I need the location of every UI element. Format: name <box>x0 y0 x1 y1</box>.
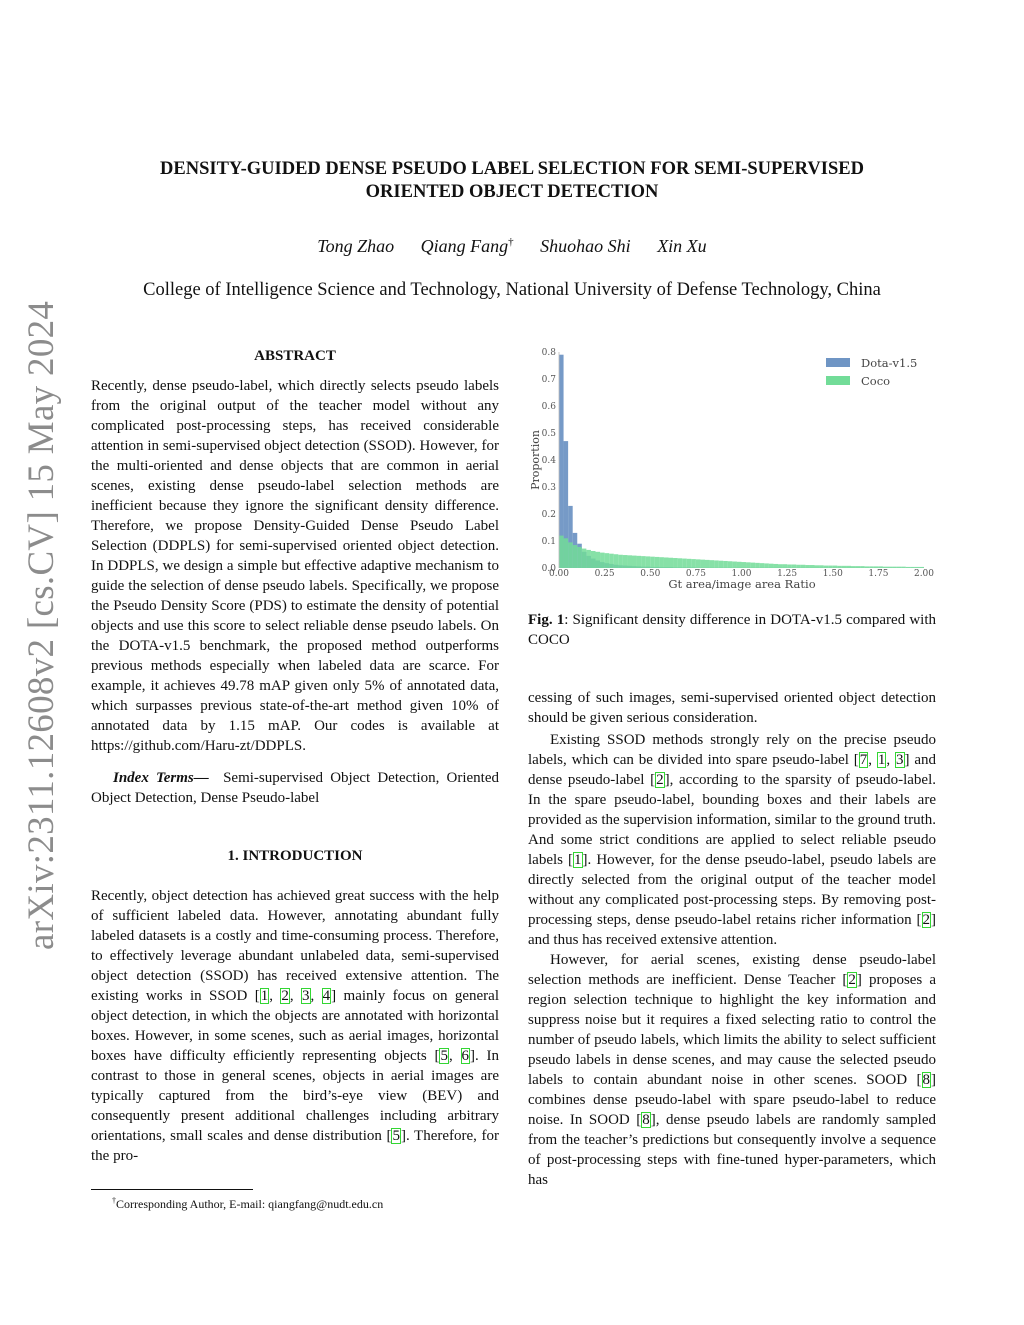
bar-coco <box>910 567 915 568</box>
legend-label-coco: Coco <box>861 374 891 388</box>
x-tick-label: 0.75 <box>685 569 706 579</box>
figure-1-caption <box>528 610 936 650</box>
x-tick-label: 0.00 <box>548 569 570 579</box>
y-axis-label: Proportion <box>529 430 542 490</box>
bar-coco <box>810 565 815 568</box>
bar-coco <box>632 556 637 568</box>
bar-coco <box>755 563 760 568</box>
citation-link[interactable]: 2 <box>656 772 664 788</box>
text-run: ] mainly focus on general object detection, in which the objects are annotated with horizontal boxes. However, in some scenes, such as aerial images, horizontal boxes have difficulty efficiently representing objects [ <box>91 988 499 1064</box>
footnote-rule <box>91 1189 253 1190</box>
citation-link[interactable]: 2 <box>922 912 930 928</box>
bar-coco <box>746 562 751 568</box>
paper-title <box>80 158 944 204</box>
text-run: ]. However, for the dense pseudo-label, pseudo labels are directly selected from the original output of the teacher model without any complicated post-processing steps. By removing post-processing steps, dense pseudo-label retains richer information [ <box>528 852 936 928</box>
bar-coco <box>623 555 628 568</box>
bar-coco <box>869 566 874 568</box>
citation-link[interactable]: 1 <box>260 988 269 1004</box>
author-name-corresponding <box>421 236 514 256</box>
bar-coco <box>742 562 747 568</box>
author-name: Qiang Fang <box>420 236 509 256</box>
bar-coco <box>751 563 756 568</box>
bar-coco <box>769 564 774 568</box>
bar-coco <box>618 555 623 568</box>
bar-coco <box>842 566 847 568</box>
y-tick-label: 0.3 <box>541 483 556 493</box>
bar-coco <box>828 566 833 568</box>
citation-link[interactable]: 3 <box>302 988 310 1004</box>
text-run: ], according to the sparsity of pseudo-label. In the spare pseudo-label, bounding boxes and their labels are provided as the supervision information, similar to the ground truth. And some strict conditions are applied to select reliable pseudo labels [ <box>528 772 936 868</box>
series-coco-bars <box>559 536 924 568</box>
y-tick-label: 0.8 <box>541 348 556 358</box>
bar-coco <box>856 566 861 568</box>
bar-coco <box>687 559 692 568</box>
text-run: ], dense pseudo labels are randomly sampled from the teacher’s predictions but consequently involve a sequence of post-processing steps with fine-tuned hyper-parameters, which has <box>528 1112 937 1188</box>
bar-coco <box>773 564 778 568</box>
title-line-2: ORIENTED OBJECT DETECTION <box>365 182 659 202</box>
author-list <box>80 230 944 258</box>
introduction-heading: 1. INTRODUCTION <box>227 848 363 864</box>
index-terms-text: Semi-supervised Object Detection, Oriented Object Detection, Dense Pseudo-label <box>91 770 500 806</box>
y-tick-label: 0.0 <box>541 564 556 574</box>
intro-paragraph-1: Recently, object detection has achieved great success with the help of sufficient labeled data. However, annotating abundant fully labeled datasets is a costly and time-consuming process. Therefore, to effectively leverage abundant unlabeled data, semi-supervised object detection (SSOD) has received extensive attention. The existing works in SSOD [1, 2, 3, 4] mainly focus on general object detection, in which the objects are annotated with horizontal boxes. However, in some scenes, such as aerial images, horizontal boxes have difficulty efficiently representing objects [5, 6]. In contrast to those in general scenes, objects in aerial images are typically captured from the bird’s-eye view (BEV) and consequently present additional challenges including arbitrary orientations, small scales and dense distribution [5]. Therefore, for the pro- <box>91 888 500 1164</box>
citation-link[interactable]: 7 <box>859 752 868 768</box>
continued-text: cessing of such images, semi-supervised oriented object detection should be given serious consideration. <box>528 690 936 726</box>
bar-coco <box>637 556 642 568</box>
bar-coco <box>559 536 564 568</box>
right-column <box>528 688 936 1190</box>
text-run: ] proposes a region selection technique to highlight the key information and suppress noise but it requires a fixed selecting ratio to control the number of pseudo labels, which limits the ability to select sufficient pseudo labels in dense scenes, and may cause the selected pseudo labels to contain abundant noise in other scenes. SOOD [ <box>528 972 936 1088</box>
bar-coco <box>764 563 769 568</box>
legend-label-dota: Dota-v1.5 <box>861 356 918 370</box>
legend-swatch-dota <box>826 358 850 367</box>
citation-link[interactable]: 4 <box>322 988 331 1004</box>
abstract-text: Recently, dense pseudo-label, which directly selects pseudo labels from the original output of the teacher model without any complicated post-processing steps, has received considerable attention in semi-supervised object detection (SSOD). However, for the multi-oriented and dense objects that are common in aerial scenes, existing dense pseudo-label selection methods are inefficient because they ignore the significant density difference. Therefore, we propose Density-Guided Dense Pseudo Label Selection (DDPLS) for semi-supervised oriented object detection. In DDPLS, we design a simple but effective adaptive mechanism to guide the selection of dense pseudo labels. Specifically, we propose the Pseudo Density Score (PDS) to estimate the density of potential objects and use this score to select reliable dense pseudo labels. On the DOTA-v1.5 benchmark, the proposed method outperforms previous methods especially when labeled data are scarce. For example, it achieves 49.78 mAP given only 5% of annotated data, which surpasses previous state-of-the-art method given 10% of annotated data by 1.15 mAP. Our codes is available at https://github.com/Haru-zt/DDPLS. <box>91 378 499 754</box>
bar-coco <box>605 553 610 568</box>
x-tick-label: 1.25 <box>777 569 798 579</box>
y-tick-label: 0.2 <box>541 510 556 520</box>
citation-link[interactable]: 1 <box>877 752 886 768</box>
bar-coco <box>805 565 810 568</box>
bar-coco <box>860 566 865 568</box>
bar-coco <box>846 566 851 568</box>
bar-coco <box>691 559 696 568</box>
dagger-mark: † <box>508 236 514 248</box>
bar-coco <box>650 557 655 568</box>
bar-coco <box>801 565 806 568</box>
bar-coco <box>700 560 705 568</box>
bar-coco <box>787 564 792 568</box>
bar-coco <box>673 558 678 568</box>
y-tick-label: 0.7 <box>541 375 556 385</box>
intro-paragraph-3 <box>528 950 936 1190</box>
bar-coco <box>892 567 897 568</box>
bar-coco <box>655 557 660 568</box>
bar-coco <box>728 561 733 568</box>
text-run: ]. Therefore, for the pro- <box>91 1128 500 1164</box>
arxiv-identifier-stamp: arXiv:2311.12608v2 [cs.CV] 15 May 2024 <box>21 300 62 950</box>
citation-link[interactable]: 8 <box>922 1072 930 1088</box>
left-column <box>91 346 499 1166</box>
y-tick-label: 0.1 <box>541 537 556 547</box>
y-tick-labels <box>542 348 557 574</box>
bar-coco <box>669 558 674 568</box>
bar-coco <box>901 567 906 568</box>
legend-swatch-coco <box>826 376 850 385</box>
bar-coco <box>888 567 893 568</box>
bar-coco <box>591 551 596 568</box>
bar-coco <box>732 562 737 568</box>
x-tick-label: 1.00 <box>731 569 752 579</box>
caption-label: Fig. 1 <box>528 612 565 628</box>
bar-coco <box>564 538 569 568</box>
bar-coco <box>778 564 783 568</box>
x-tick-label: 1.75 <box>868 569 889 579</box>
text-run: ] and dense pseudo-label [ <box>528 752 937 788</box>
bar-coco <box>609 554 614 568</box>
chart-legend <box>826 356 917 388</box>
text-run: ]. In contrast to those in general scenes, objects in aerial images are typically captured from the bird’s-eye view (BEV) and consequently present additional challenges including arbitrary orientations, small scales and dense distribution [ <box>91 1048 500 1144</box>
bar-coco <box>600 553 605 568</box>
index-terms-label: Index Terms— <box>113 770 209 786</box>
affiliation: College of Intelligence Science and Technology, National University of Defense Technology, China <box>143 280 881 300</box>
bar-coco <box>815 565 820 568</box>
text-run: Recently, object detection has achieved great success with the help of sufficient labeled data. However, annotating abundant fully labeled datasets is a costly and time-consuming process. Therefore, to effectively leverage abundant unlabeled data, semi-supervised object detection (SSOD) has received extensive attention. The existing works in SSOD [ <box>91 888 499 1004</box>
x-tick-label: 2.00 <box>913 569 935 579</box>
bar-coco <box>851 566 856 568</box>
citation-link[interactable]: 5 <box>392 1128 400 1144</box>
citation-link[interactable]: 5 <box>440 1048 448 1064</box>
bar-coco <box>664 557 669 568</box>
bar-coco <box>723 561 728 568</box>
citation-link[interactable]: 8 <box>642 1112 650 1128</box>
bar-coco <box>705 560 710 568</box>
citation-link[interactable]: 2 <box>848 972 856 988</box>
caption-text: : Significant density difference in DOTA-v1.5 compared with COCO <box>528 612 936 648</box>
bar-coco <box>919 567 924 568</box>
author-name: Tong Zhao <box>317 236 395 256</box>
index-terms <box>91 768 499 808</box>
bar-coco <box>596 552 601 568</box>
bar-coco <box>614 554 619 568</box>
y-tick-label: 0.5 <box>541 429 556 439</box>
citation-link[interactable]: 2 <box>281 988 289 1004</box>
text-run: ] and thus has received extensive attention. <box>528 912 936 948</box>
bar-coco <box>682 559 687 568</box>
abstract-heading: ABSTRACT <box>254 348 336 364</box>
bar-coco <box>696 559 701 568</box>
citation-link[interactable]: 1 <box>574 852 582 868</box>
bar-coco <box>659 557 664 568</box>
bar-coco <box>710 560 715 568</box>
bar-coco <box>627 555 632 568</box>
bar-coco <box>833 566 838 568</box>
bar-coco <box>582 549 587 568</box>
bar-coco <box>760 563 765 568</box>
bar-coco <box>783 564 788 568</box>
text-run: However, for aerial scenes, existing dense pseudo-label selection methods are inefficient. Dense Teacher [ <box>528 952 936 988</box>
bar-coco <box>586 550 591 568</box>
bar-coco <box>796 565 801 568</box>
bar-coco <box>577 547 582 568</box>
bar-coco <box>878 566 883 568</box>
x-tick-label: 1.50 <box>822 569 843 579</box>
figure-1-chart <box>524 338 944 598</box>
bar-coco <box>568 542 573 568</box>
author-name: Shuohao Shi <box>540 236 631 256</box>
bar-coco <box>915 567 920 568</box>
x-tick-label: 0.50 <box>640 569 661 579</box>
text-run: Existing SSOD methods strongly rely on the precise pseudo labels, which can be divided into spare pseudo-label [ <box>528 732 936 768</box>
intro-paragraph-1-continued <box>528 688 936 728</box>
bar-coco <box>897 567 902 568</box>
y-tick-label: 0.6 <box>541 402 556 412</box>
footnote-text: Corresponding Author, E-mail: qiangfang@nudt.edu.cn <box>116 1197 384 1211</box>
bar-coco <box>837 566 842 568</box>
bar-coco <box>678 558 683 568</box>
title-line-1: DENSITY-GUIDED DENSE PSEUDO LABEL SELECTION FOR SEMI-SUPERVISED <box>160 159 864 179</box>
text-run: ] combines dense pseudo-label with spare pseudo-label to reduce noise. In SOOD [ <box>528 1072 936 1128</box>
bar-coco <box>819 565 824 568</box>
bar-coco <box>906 567 911 568</box>
footnote <box>112 1193 512 1212</box>
citation-link[interactable]: 3 <box>896 752 904 768</box>
bar-coco <box>824 566 829 568</box>
x-tick-label: 0.25 <box>594 569 615 579</box>
bar-coco <box>719 561 724 568</box>
bar-coco <box>646 556 651 568</box>
bar-coco <box>792 564 797 568</box>
bar-coco <box>641 556 646 568</box>
citation-link[interactable]: 6 <box>461 1048 469 1064</box>
bar-coco <box>865 566 870 568</box>
bar-coco <box>714 560 719 568</box>
intro-paragraph-2: Existing SSOD methods strongly rely on the precise pseudo labels, which can be divided into spare pseudo-label [7, 1, 3] and dense pseudo-label [2], according to the sparsity of pseudo-label. In the spare pseudo-label, bounding boxes and their labels are provided as the supervision information, similar to the ground truth. And some strict conditions are applied to select reliable pseudo labels [1]. However, for the dense pseudo-label, pseudo labels are directly selected from the original output of the teacher model without any complicated post-processing steps. By removing post-processing steps, dense pseudo-label retains richer information [2] and thus has received extensive attention. <box>528 732 937 948</box>
bar-coco <box>573 545 578 568</box>
bar-coco <box>737 562 742 568</box>
histogram-chart <box>524 338 944 598</box>
x-axis-label: Gt area/image area Ratio <box>668 577 816 591</box>
bar-coco <box>883 567 888 568</box>
y-tick-label: 0.4 <box>541 456 556 466</box>
bar-coco <box>874 566 879 568</box>
footnote-mark: † <box>112 1196 116 1205</box>
author-name: Xin Xu <box>657 236 707 256</box>
